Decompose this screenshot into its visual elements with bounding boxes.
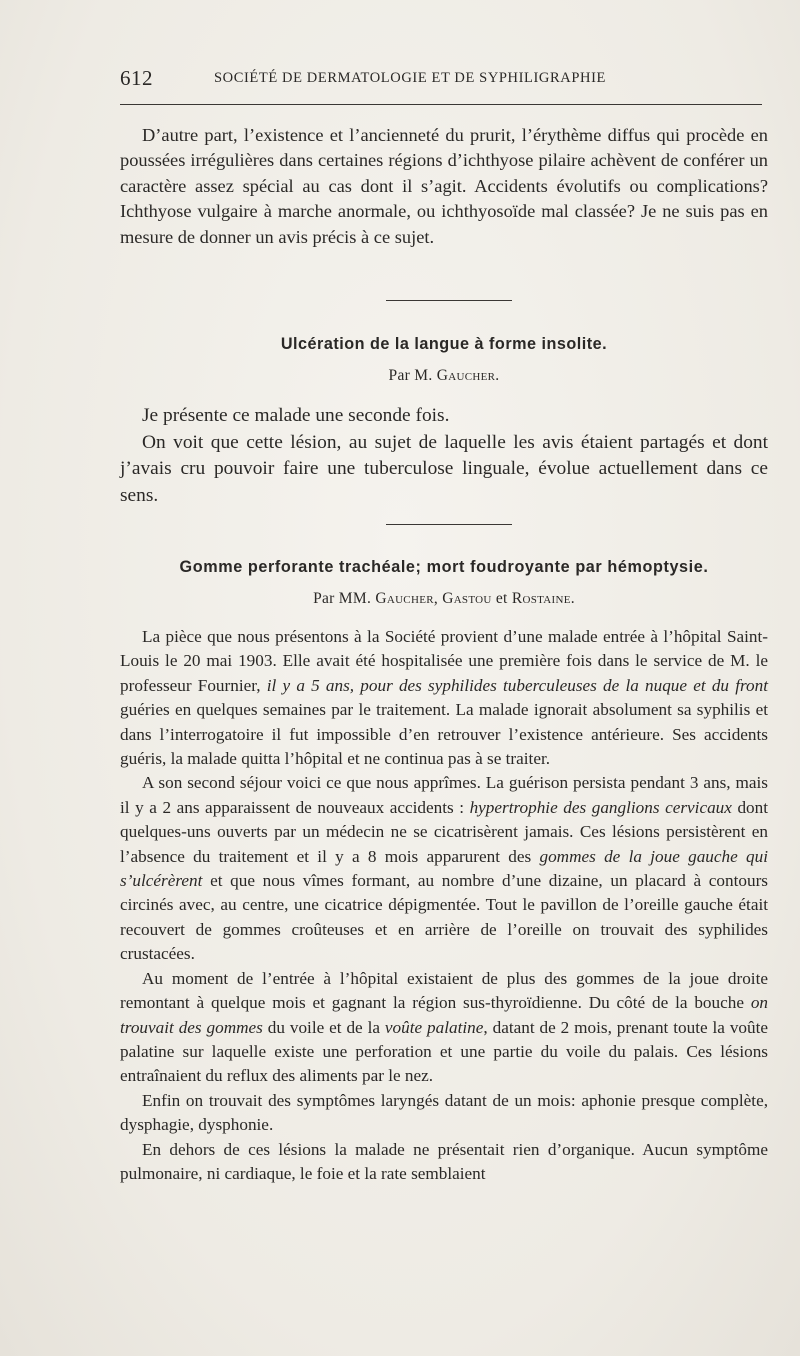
p3-text-italic-2: voûte palatine [384, 1017, 484, 1037]
section2-byline-prefix: Par MM. [313, 590, 372, 607]
p1-text-italic: il y a 5 ans, pour des syphilides tuberculeuses de la nuque et du front [266, 675, 768, 695]
running-head: SOCIÉTÉ DE DERMATOLOGIE ET DE SYPHILIGRAPHIE [214, 70, 606, 86]
intro-paragraph [120, 123, 768, 250]
intro-paragraph-text: D’autre part, l’existence et l’ancienneté du prurit, l’érythème diffus qui procède en poussées irrégulières dans certaines régions d’ichthyose pilaire achèvent de conférer un caractère assez spécial au cas dont il s’agit. Accidents évolutifs ou complications? Ichthyose vulgaire à marche anormale, ou ichthyosoïde mal classée? Je ne suis pas en mesure de donner un avis précis à ce sujet. [120, 125, 768, 247]
section2-byline [120, 590, 768, 608]
section2-title: Gomme perforante trachéale; mort foudroyante par hémoptysie. [179, 558, 709, 576]
p1-text-a: La pièce que nous présentons à la Société provient d’une malade entrée à l’hôpital Saint-Louis le 20 mai 1903. Elle avait été hospitalisée une première fois dans le service de M. le professeur Fournier, [120, 627, 768, 695]
p3-text-a: Au moment de l’entrée à l’hôpital existaient de plus des gommes de la joue droite remontant à quelque mois et gagnant la région sus-thyroïdienne. Du côté de la bouche [120, 968, 768, 1013]
section2-byline-authors: Gaucher, Gastou [375, 590, 492, 607]
p2-text-e: et que nous vîmes formant, au nombre d’une dizaine, un placard à contours circinés avec, au centre, une cicatrice dépigmentée. Tout le pavillon de l’oreille gauche était recouvert de gommes croûteuses et en arrière de l’oreille on trouvait des syphilides crustacées. [120, 871, 768, 964]
p3-text-c: du voile et de la [262, 1017, 385, 1037]
p2-text-italic-2: gommes de la joue gauche qui s’ulcérèrent [120, 846, 768, 891]
section1-byline [120, 367, 768, 385]
section2-paragraph-2 [120, 771, 768, 966]
section2-paragraph-1 [120, 625, 768, 771]
page-header [120, 66, 760, 94]
page-number: 612 [120, 66, 153, 90]
section2-paragraph-4: Enfin on trouvait des symptômes laryngés datant de un mois: aphonie presque complète, dysphagie, dysphonie. [120, 1090, 768, 1135]
p2-text-italic-1: hypertrophie des ganglions cervicaux [469, 797, 732, 817]
section2-body [120, 625, 768, 1186]
section1-paragraph-1: Je présente ce malade une seconde fois. [142, 405, 450, 426]
section-divider-1 [386, 300, 512, 301]
section1-byline-author: Gaucher. [436, 367, 500, 384]
header-rule [120, 104, 762, 105]
section-divider-2 [386, 524, 512, 525]
section1-byline-prefix: Par M. [388, 367, 433, 384]
section2-paragraph-3 [120, 967, 768, 1089]
p3-text-italic-1: on trouvait des gommes [120, 993, 768, 1037]
p1-text-c: guéries en quelques semaines par le traitement. La malade ignorait absolument sa syphilis et dans l’interrogatoire il fut impossible d’en retrouver l’existence antérieure. Ses accidents guéris, la malade quitta l’hôpital et ne continua pas à se traiter. [120, 700, 768, 769]
section1-title: Ulcération de la langue à forme insolite. [280, 335, 608, 353]
p2-text-a: A son second séjour voici ce que nous apprîmes. La guérison persista pendant 3 ans, mais il y a 2 ans apparaissent de nouveaux accidents : [120, 773, 768, 817]
section2-byline-and: et [495, 590, 508, 607]
p3-text-e: , datant de 2 mois, prenant toute la voûte palatine sur laquelle existe une perforation et une partie du voile du palais. Ces lésions entraînaient du reflux des aliments par le nez. [120, 1017, 769, 1086]
section2-paragraph-5: En dehors de ces lésions la malade ne présentait rien d’organique. Aucun symptôme pulmonaire, ni cardiaque, le foie et la rate semblaient [120, 1139, 768, 1183]
section1-paragraph-2: On voit que cette lésion, au sujet de laquelle les avis étaient partagés et dont j’avais cru pouvoir faire une tuberculose linguale, évolue actuellement dans ce sens. [120, 431, 768, 506]
p2-text-c: dont quelques-uns ouverts par un médecin ne se cicatrisèrent jamais. Ces lésions persistèrent en l’absence du traitement et il y a 8 mois apparurent des [120, 797, 769, 866]
section1-body [120, 403, 768, 509]
section2-byline-last: Rostaine. [511, 590, 575, 607]
